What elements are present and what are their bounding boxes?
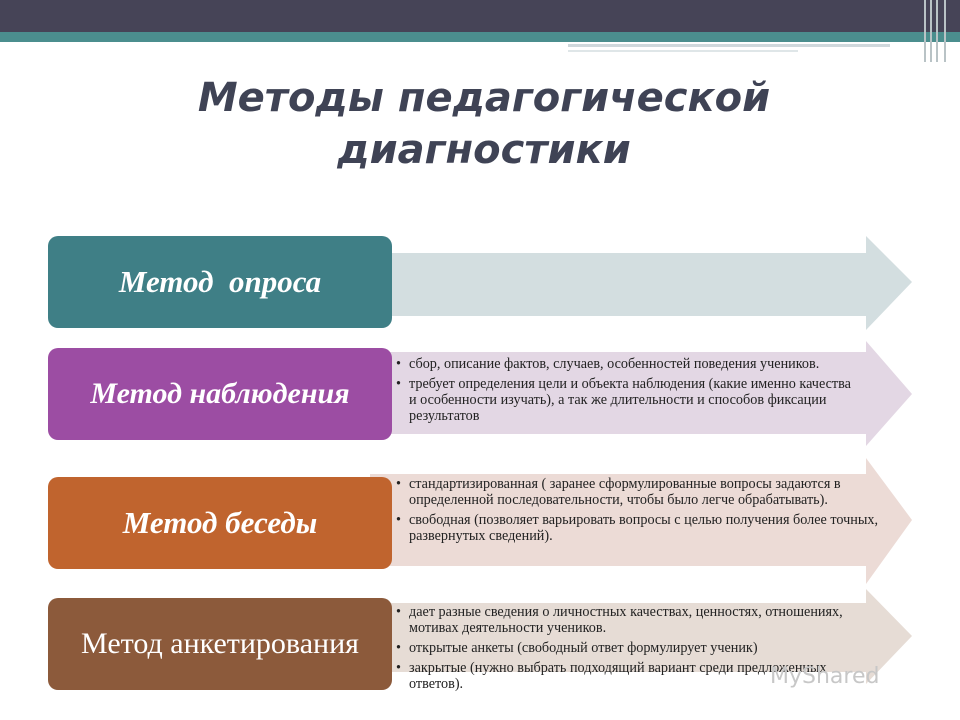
method-label-nablyudenie: Метод наблюдения [90,377,350,410]
bullet-item: • закрытые (нужно выбрать подходящий вариант среди предложенных ответов). [409,660,879,692]
method-box-nablyudenie [48,348,392,440]
method-label-anketirovanie: Метод анкетирования [81,627,359,660]
arrow-opros [370,236,912,330]
watermark-logo: MyShared [770,664,880,689]
method-box-beseda [48,477,392,569]
bullet-item: • открытые анкеты (свободный ответ формулирует ученик) [409,640,879,656]
method-label-opros: Метод опроса [118,264,322,299]
slide-title-line-2: диагностики [337,127,631,173]
bullet-item: • требует определения цели и объекта наблюдения (какие именно качества и особенности изучать), а так же длительности и способов фиксации результатов [409,376,859,424]
bullet-item: • свободная (позволяет варьировать вопросы с целью получения более точных, развернутых сведений). [409,512,879,544]
method-label-beseda: Метод беседы [122,505,318,540]
beseda-bullets [392,476,879,548]
method-box-anketirovanie [48,598,392,690]
bullet-item: • дает разные сведения о личностных качествах, ценностях, отношениях, мотивах деятельности учеников. [409,604,879,636]
nablyudenie-bullets [392,356,859,428]
bullet-item: • сбор, описание фактов, случаев, особенностей поведения учеников. [409,356,859,372]
method-box-opros [48,236,392,328]
bullet-item: • стандартизированная ( заранее сформулированные вопросы задаются в определенной последовательности, чтобы было легче обрабатывать). [409,476,879,508]
slide-title-line-1: Методы педагогической [197,75,771,121]
